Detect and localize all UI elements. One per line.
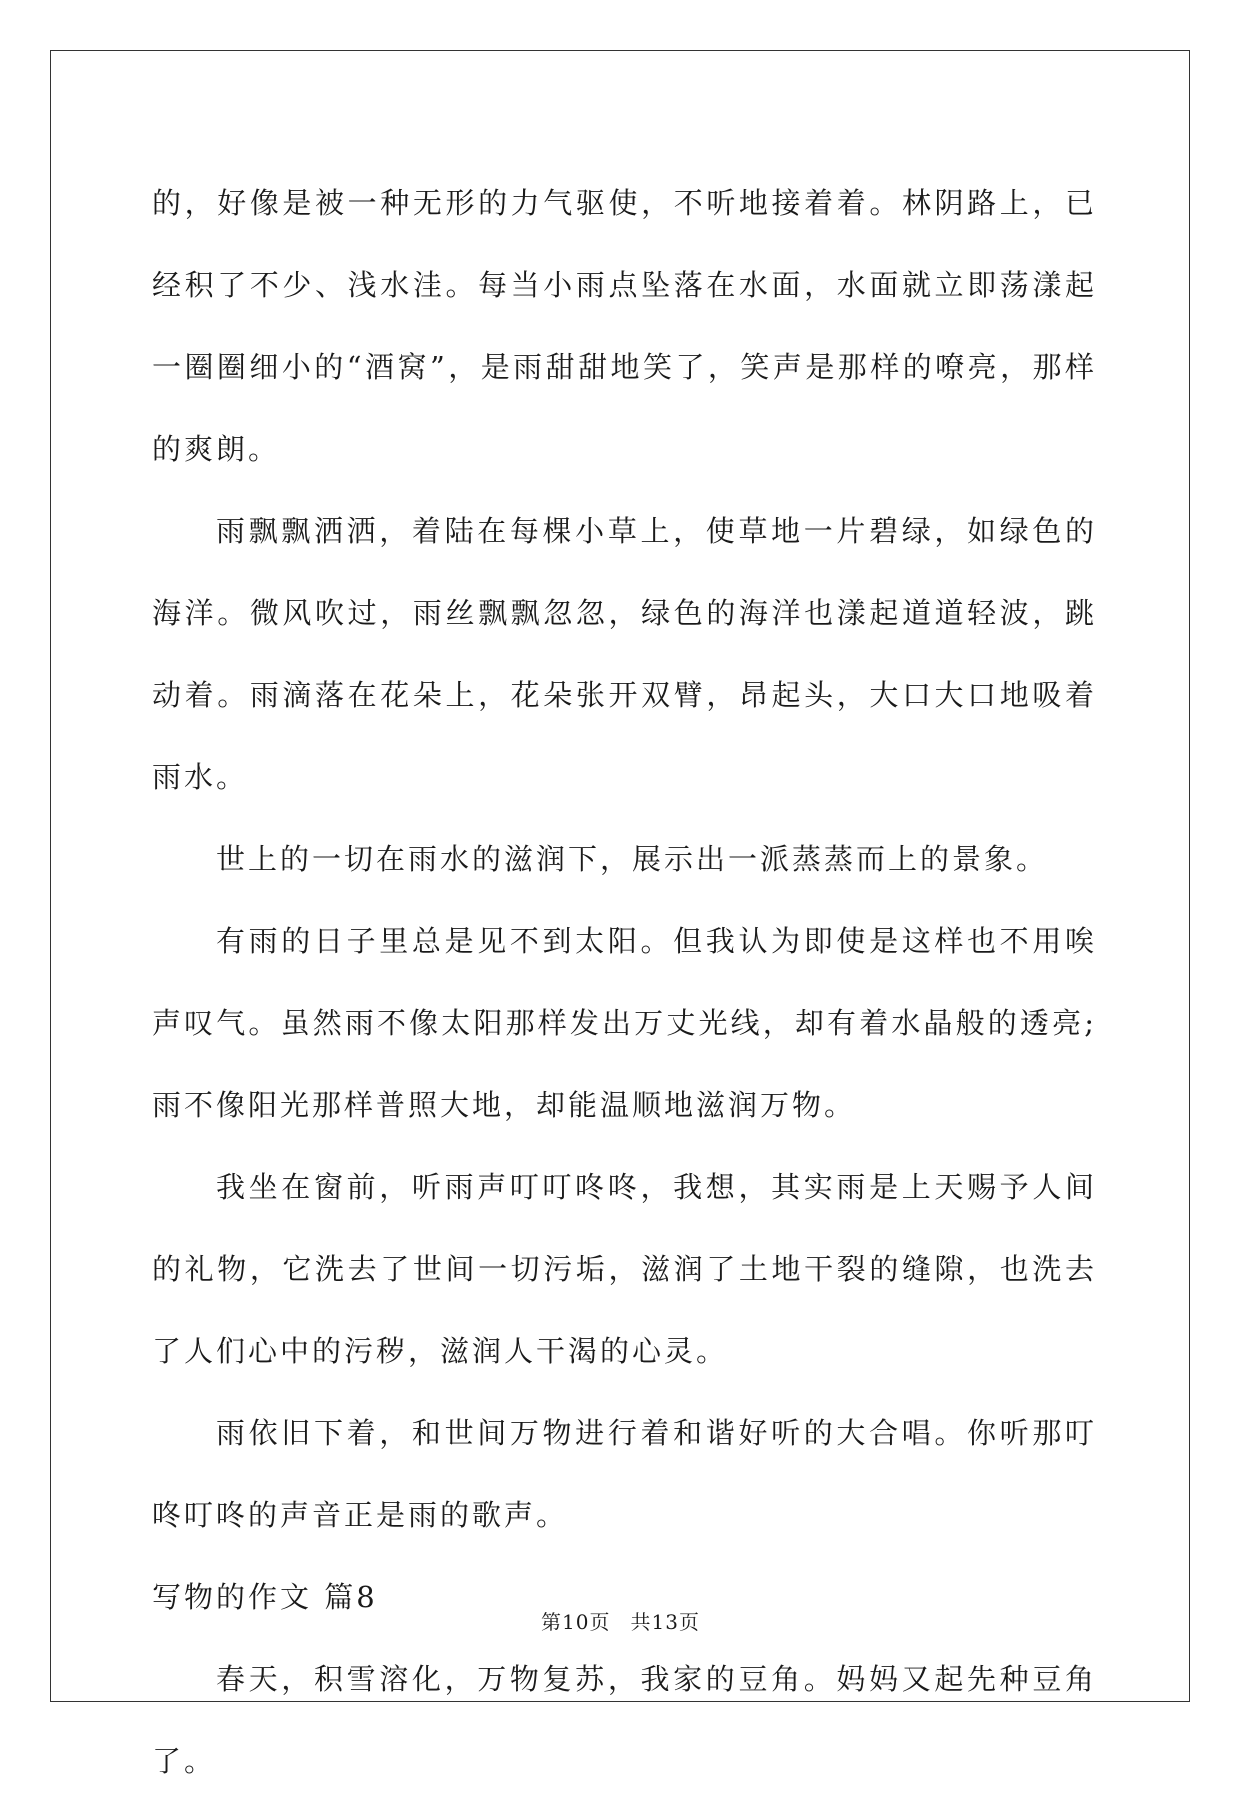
- paragraph-everything: 世上的一切在雨水的滋润下，展示出一派蒸蒸而上的景象。: [216, 842, 1049, 876]
- page-number-total: 共13页: [630, 1610, 700, 1634]
- paragraph-rain-grass: 雨飘飘洒洒，着陆在每棵小草上，使草地一片碧绿，如绿色的海洋。微风吹过，雨丝飘飘忽忽，绿色的海洋也漾起道道轻波，跳动着。雨滴落在花朵上，花朵张开双臂，昂起头，大口大口地吸着雨水。: [152, 514, 1097, 794]
- paragraph-window: 我坐在窗前，听雨声叮叮咚咚，我想，其实雨是上天赐予人间的礼物，它洗去了世间一切污垢，滋润了土地干裂的缝隙，也洗去了人们心中的污秽，滋润人干渴的心灵。: [152, 1170, 1097, 1368]
- paragraph-no-sun: 有雨的日子里总是见不到太阳。但我认为即使是这样也不用唉声叹气。虽然雨不像太阳那样发出万丈光线，却有着水晶般的透亮;雨不像阳光那样普照大地，却能温顺地滋润万物。: [152, 924, 1097, 1122]
- paragraph-continuation: 的，好像是被一种无形的力气驱使，不听地接着着。林阴路上，已经积了不少、浅水洼。每当小雨点坠落在水面，水面就立即荡漾起一圈圈细小的“酒窝”，是雨甜甜地笑了，笑声是那样的嘹亮，那样的爽朗。: [152, 186, 1097, 466]
- page-footer: [0, 1606, 1241, 1635]
- document-body: [152, 162, 1097, 1802]
- page-number-current: 第10页: [541, 1610, 611, 1634]
- paragraph-spring: 春天，积雪溶化，万物复苏，我家的豆角。妈妈又起先种豆角了。: [152, 1662, 1097, 1778]
- section-heading: 写物的作文 篇8: [152, 1580, 378, 1614]
- paragraph-chorus: 雨依旧下着，和世间万物进行着和谐好听的大合唱。你听那叮咚叮咚的声音正是雨的歌声。: [152, 1416, 1097, 1532]
